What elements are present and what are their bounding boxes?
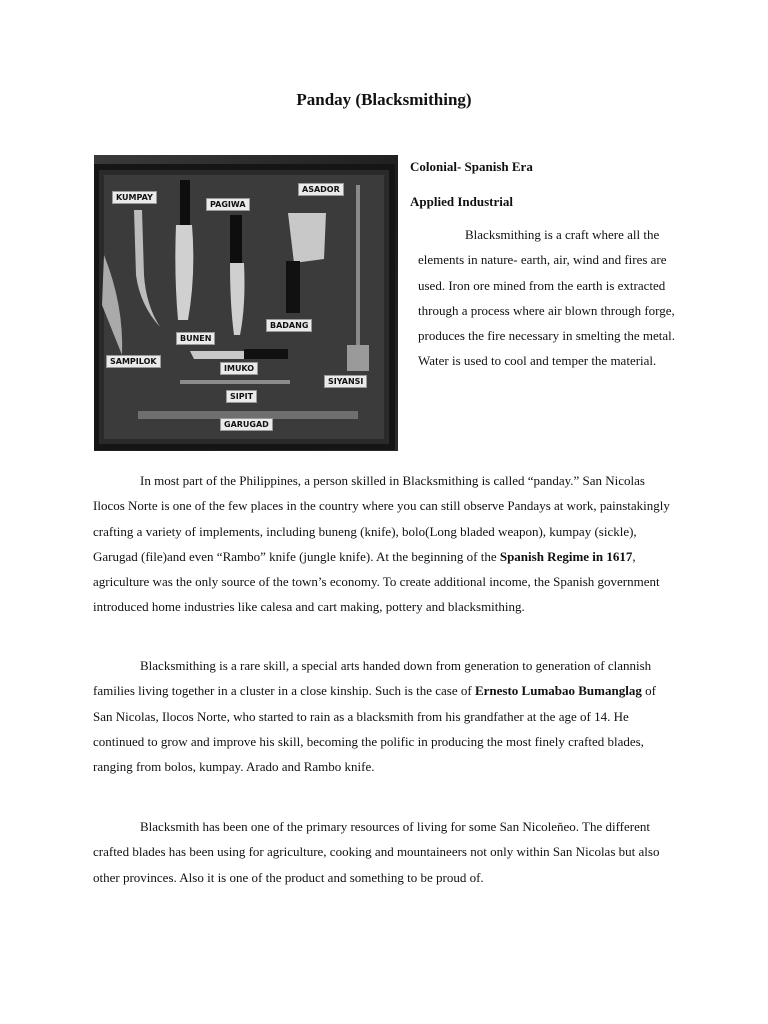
category-heading: Applied Industrial	[410, 194, 513, 209]
label-asador: ASADOR	[298, 183, 344, 196]
blacksmith-tools-photo	[94, 155, 398, 451]
sipit-tool	[180, 380, 290, 384]
label-sipit: SIPIT	[226, 390, 257, 403]
label-garugad: GARUGAD	[220, 418, 273, 431]
siyansi-rod	[356, 185, 360, 365]
imuko-blade	[190, 351, 244, 359]
paragraph-1-bold: Spanish Regime in 1617	[499, 548, 633, 564]
label-bunen: BUNEN	[176, 332, 215, 345]
label-sampilok: SAMPILOK	[106, 355, 161, 368]
siyansi-head	[347, 345, 369, 371]
paragraph-1-text-a: In most part of the Philippines, a person skilled in Blacksmithing is called “panday.” San Nicolas Ilocos Norte is one of the few places in the country where you can still observe Pandays at work, painstakingly crafting a variety of implements, including buneng (knife), bolo(Long bladed weapon), kumpay (sickle), Garugad (file)and even “Rambo” knife (jungle knife). At the beginning of the	[93, 473, 670, 564]
era-heading: Colonial- Spanish Era	[410, 159, 533, 174]
label-badang: BADANG	[266, 319, 312, 332]
asador-blade	[288, 213, 326, 263]
page-title: Panday (Blacksmithing)	[296, 90, 472, 109]
paragraph-1	[93, 468, 673, 620]
paragraph-2-bold: Ernesto Lumabao Bumanglag	[474, 683, 642, 699]
paragraph-3: Blacksmith has been one of the primary resources of living for some San Nicoleňeo. The different crafted blades has been using for agriculture, cooking and mountaineers not only within San Nicolas but also other provinces. Also it is one of the product and something to be proud of.	[93, 819, 660, 885]
paragraph-2	[93, 653, 673, 779]
paragraph-1-text-b: , agriculture was the only source of the town’s economy. To create additional income, the Spanish government introduced home industries like calesa and cart making, pottery and blacksmithing.	[93, 548, 660, 615]
side-paragraph: Blacksmithing is a craft where all the elements in nature- earth, air, wind and fires are used. Iron ore mined from the earth is extracted through a process where air blown through forge, produces the fire necessary in smelting the metal. Water is used to cool and temper the material.	[418, 227, 676, 369]
paragraph-2-text-b: of San Nicolas, Ilocos Norte, who started to rain as a blacksmith from his grandfather at the age of 14. He continued to grow and improve his skill, becoming the polific in producing the most finely crafted blades, ranging from bolos, kumpay. Arado and Rambo knife.	[93, 683, 656, 775]
imuko-handle	[244, 349, 288, 359]
paragraph-2-text-a: Blacksmithing is a rare skill, a special arts handed down from generation to generation of clannish families living together in a cluster in a close kinship. Such is the case of	[93, 658, 652, 699]
label-imuko: IMUKO	[220, 362, 258, 375]
bunen-handle	[230, 215, 242, 263]
label-kumpay: KUMPAY	[112, 191, 157, 204]
label-siyansi: SIYANSI	[324, 375, 367, 388]
pagiwa-handle	[180, 180, 190, 225]
label-pagiwa: PAGIWA	[206, 198, 250, 211]
asador-handle	[286, 261, 300, 313]
